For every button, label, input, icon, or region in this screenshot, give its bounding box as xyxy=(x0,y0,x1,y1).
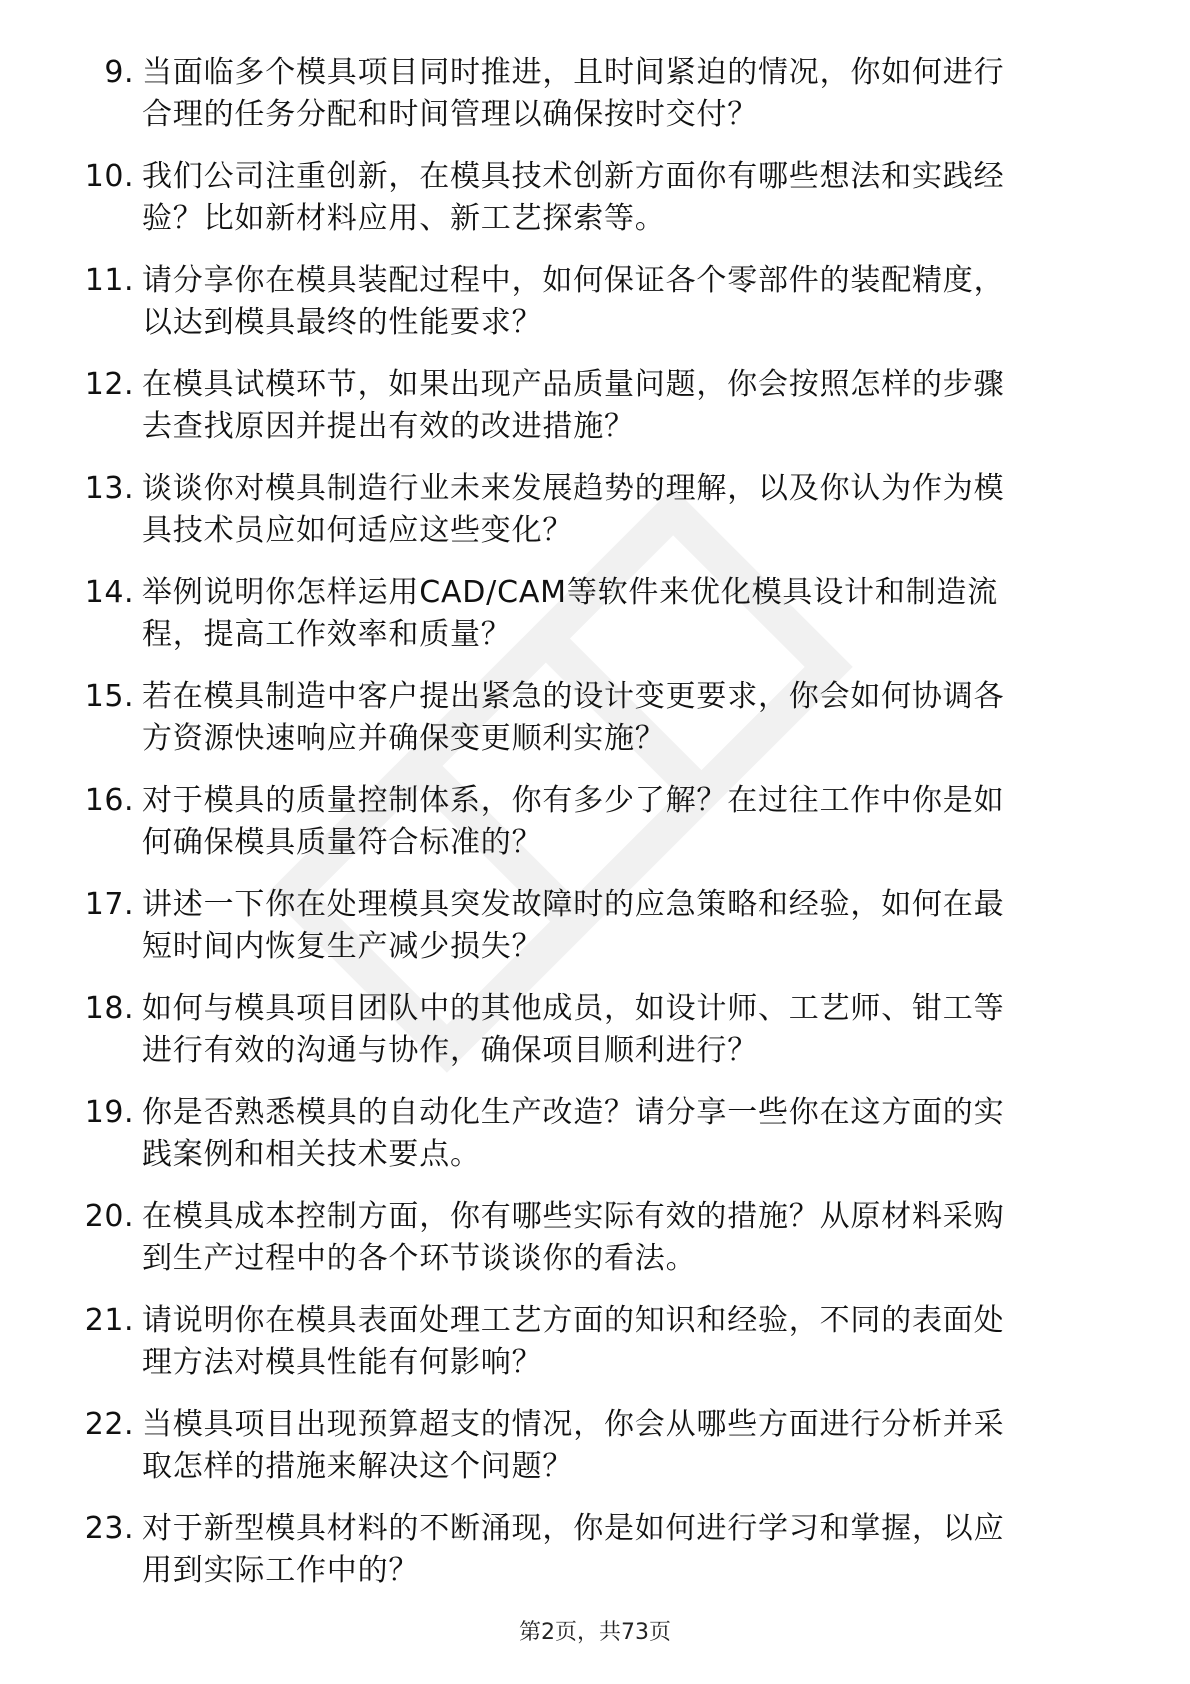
question-number: 13. xyxy=(84,471,134,506)
question-number: 10. xyxy=(84,159,134,194)
question-number: 12. xyxy=(84,367,134,402)
question-text-line: 方资源快速响应并确保变更顺利实施？ xyxy=(142,721,666,756)
question-item xyxy=(0,1088,1190,1192)
question-item xyxy=(0,464,1190,568)
question-text-line: 谈谈你对模具制造行业未来发展趋势的理解，以及你认为作为模 xyxy=(142,471,1005,506)
question-text-line: 对于模具的质量控制体系，你有多少了解？在过往工作中你是如 xyxy=(142,783,1005,818)
question-text-line: 你是否熟悉模具的自动化生产改造？请分享一些你在这方面的实 xyxy=(142,1095,1005,1130)
question-text-line: 何确保模具质量符合标准的？ xyxy=(142,825,543,860)
question-text-line: 理方法对模具性能有何影响？ xyxy=(142,1345,543,1380)
question-text-line: 取怎样的措施来解决这个问题？ xyxy=(142,1449,574,1484)
question-number: 20. xyxy=(84,1199,134,1234)
question-number: 16. xyxy=(84,783,134,818)
question-text xyxy=(142,1092,1112,1176)
question-text xyxy=(142,156,1112,240)
question-text-line: 举例说明你怎样运用CAD/CAM等软件来优化模具设计和制造流 xyxy=(142,575,999,610)
question-item xyxy=(0,880,1190,984)
question-number: 17. xyxy=(84,887,134,922)
question-text-line: 验？比如新材料应用、新工艺探索等。 xyxy=(142,201,666,236)
question-number: 11. xyxy=(84,263,134,298)
question-text-line: 到生产过程中的各个环节谈谈你的看法。 xyxy=(142,1241,697,1276)
question-item xyxy=(0,256,1190,360)
question-text-line: 进行有效的沟通与协作，确保项目顺利进行？ xyxy=(142,1033,758,1068)
question-text xyxy=(142,52,1112,136)
question-text xyxy=(142,1300,1112,1384)
question-text xyxy=(142,780,1112,864)
question-text xyxy=(142,260,1112,344)
question-text-line: 在模具试模环节，如果出现产品质量问题，你会按照怎样的步骤 xyxy=(142,367,1005,402)
question-text-line: 讲述一下你在处理模具突发故障时的应急策略和经验，如何在最 xyxy=(142,887,1005,922)
question-number: 9. xyxy=(104,55,134,90)
page-footer: 第2页，共73页 xyxy=(519,1620,671,1645)
question-text-line: 当面临多个模具项目同时推进，且时间紧迫的情况，你如何进行 xyxy=(142,55,1005,90)
question-text-line: 以达到模具最终的性能要求？ xyxy=(142,305,543,340)
question-number: 14. xyxy=(84,575,134,610)
question-text xyxy=(142,572,1112,656)
question-number: 15. xyxy=(84,679,134,714)
question-text-line: 对于新型模具材料的不断涌现，你是如何进行学习和掌握，以应 xyxy=(142,1511,1005,1546)
question-text-line: 合理的任务分配和时间管理以确保按时交付？ xyxy=(142,97,758,132)
question-item xyxy=(0,152,1190,256)
question-item xyxy=(0,776,1190,880)
question-number: 18. xyxy=(84,991,134,1026)
question-text xyxy=(142,676,1112,760)
question-text-line: 请说明你在模具表面处理工艺方面的知识和经验，不同的表面处 xyxy=(142,1303,1005,1338)
question-item xyxy=(0,1400,1190,1504)
question-text-line: 具技术员应如何适应这些变化？ xyxy=(142,513,574,548)
question-item xyxy=(0,1504,1190,1608)
question-item xyxy=(0,568,1190,672)
question-number: 22. xyxy=(84,1407,134,1442)
question-text-line: 程，提高工作效率和质量？ xyxy=(142,617,512,652)
question-text-line: 践案例和相关技术要点。 xyxy=(142,1137,481,1172)
question-text xyxy=(142,988,1112,1072)
question-item xyxy=(0,48,1190,152)
question-text xyxy=(142,1404,1112,1488)
question-text xyxy=(142,364,1112,448)
question-item xyxy=(0,1192,1190,1296)
question-text-line: 用到实际工作中的？ xyxy=(142,1553,420,1588)
question-text xyxy=(142,884,1112,968)
question-item xyxy=(0,984,1190,1088)
question-text-line: 我们公司注重创新，在模具技术创新方面你有哪些想法和实践经 xyxy=(142,159,1005,194)
question-text-line: 去查找原因并提出有效的改进措施？ xyxy=(142,409,635,444)
question-number: 23. xyxy=(84,1511,134,1546)
question-text-line: 当模具项目出现预算超支的情况，你会从哪些方面进行分析并采 xyxy=(142,1407,1005,1442)
question-list xyxy=(0,48,1190,1608)
question-item xyxy=(0,672,1190,776)
question-item xyxy=(0,360,1190,464)
question-text xyxy=(142,468,1112,552)
question-text-line: 请分享你在模具装配过程中，如何保证各个零部件的装配精度， xyxy=(142,263,1005,298)
question-number: 21. xyxy=(84,1303,134,1338)
question-text-line: 若在模具制造中客户提出紧急的设计变更要求，你会如何协调各 xyxy=(142,679,1005,714)
question-item xyxy=(0,1296,1190,1400)
question-text-line: 短时间内恢复生产减少损失？ xyxy=(142,929,543,964)
question-text xyxy=(142,1196,1112,1280)
question-text-line: 在模具成本控制方面，你有哪些实际有效的措施？从原材料采购 xyxy=(142,1199,1005,1234)
question-text xyxy=(142,1508,1112,1592)
question-number: 19. xyxy=(84,1095,134,1130)
question-text-line: 如何与模具项目团队中的其他成员，如设计师、工艺师、钳工等 xyxy=(142,991,1005,1026)
